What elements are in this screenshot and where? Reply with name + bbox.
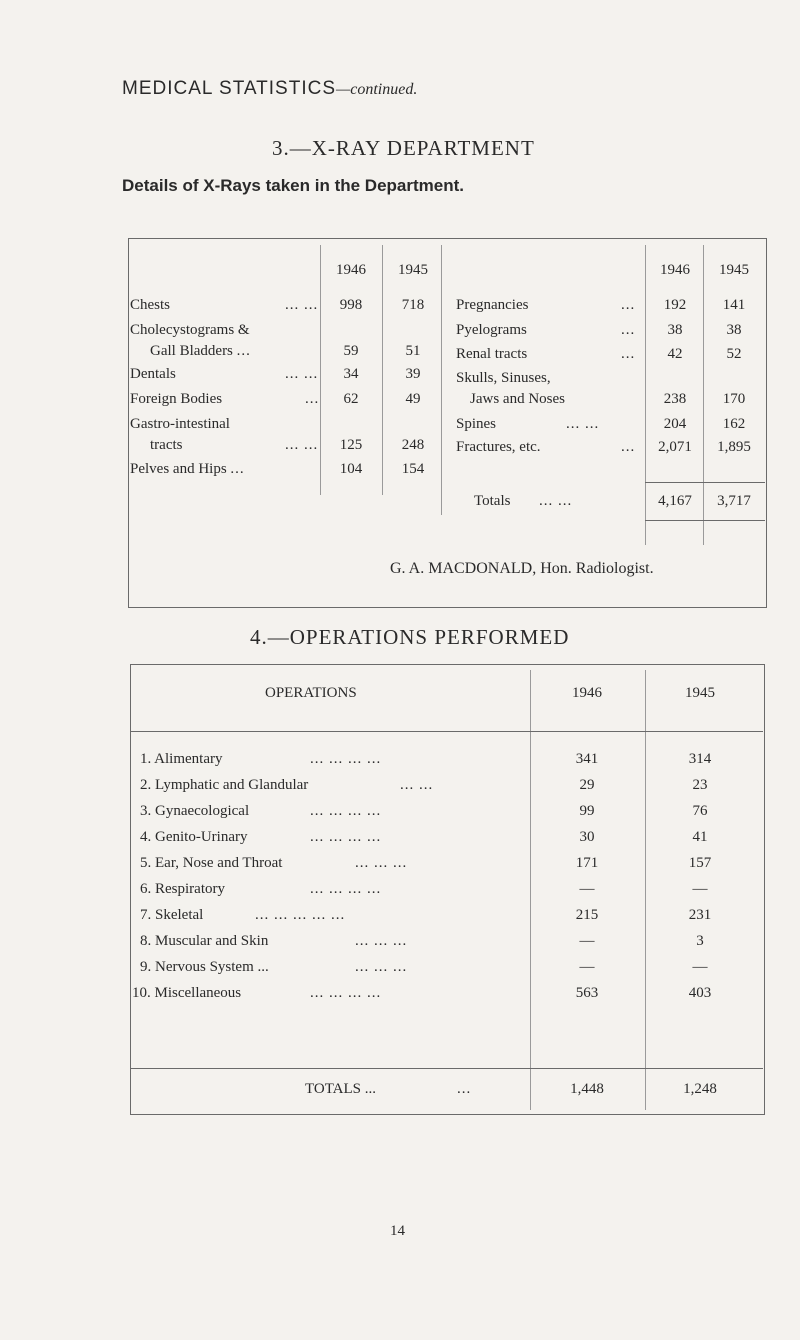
xray-value: 1,895: [717, 439, 751, 455]
xray-col-1946-left: 1946: [336, 262, 366, 278]
xray-signature: G. A. MACDONALD, Hon. Radiologist.: [390, 560, 654, 577]
operations-value: —: [579, 933, 595, 949]
operations-col-1945: 1945: [685, 685, 715, 701]
xray-totals-label: Totals ... ...: [474, 493, 573, 509]
operations-value: 30: [579, 829, 595, 845]
table-row: 10. Miscellaneous ... ... ... ...: [132, 985, 382, 1001]
list-item: Pyelograms ...: [456, 322, 636, 338]
operations-total-1945: 1,248: [683, 1081, 717, 1097]
xray-value: 51: [405, 343, 421, 359]
list-item: Pelves and Hips ...: [130, 461, 245, 477]
page-header: [122, 78, 417, 100]
operations-value: 215: [575, 907, 599, 923]
operations-value: —: [692, 959, 708, 975]
xray-value: 59: [343, 343, 359, 359]
xray-value: 141: [722, 297, 746, 313]
table-row: 9. Nervous System ... ... ... ...: [140, 959, 408, 975]
table-row: 7. Skeletal ... ... ... ... ...: [140, 907, 346, 923]
table-row: 1. Alimentary ... ... ... ...: [140, 751, 382, 767]
operations-value: 341: [575, 751, 599, 767]
operations-value: —: [692, 881, 708, 897]
table-row: 6. Respiratory ... ... ... ...: [140, 881, 382, 897]
xray-value: 162: [722, 416, 746, 432]
xray-value: 52: [726, 346, 742, 362]
operations-total-1946: 1,448: [570, 1081, 604, 1097]
operations-value: 3: [696, 933, 704, 949]
xray-value: 718: [401, 297, 425, 313]
list-item: Cholecystograms &: [130, 322, 250, 338]
table-row: 8. Muscular and Skin ... ... ...: [140, 933, 408, 949]
list-item: Fractures, etc. ...: [456, 439, 636, 455]
list-item: Chests ... ...: [130, 297, 319, 313]
list-item: Renal tracts ...: [456, 346, 636, 362]
operations-value: 171: [575, 855, 599, 871]
list-item: Jaws and Noses: [470, 391, 565, 407]
list-item: Foreign Bodies ...: [130, 391, 320, 407]
operations-value: 23: [692, 777, 708, 793]
operations-totals-label: TOTALS ... ...: [305, 1081, 472, 1097]
xray-value: 38: [726, 322, 742, 338]
xray-value: 248: [401, 437, 425, 453]
xray-value: 2,071: [658, 439, 692, 455]
operations-value: 231: [688, 907, 712, 923]
operations-value: —: [579, 959, 595, 975]
operations-value: 403: [688, 985, 712, 1001]
operations-col-label: OPERATIONS: [265, 685, 357, 701]
xray-value: 104: [339, 461, 363, 477]
xray-total-1946: 4,167: [658, 493, 692, 509]
xray-value: 125: [339, 437, 363, 453]
header-title: MEDICAL STATISTICS: [122, 78, 337, 99]
operations-section-title: 4.—OPERATIONS PERFORMED: [250, 625, 570, 649]
operations-value: 76: [692, 803, 708, 819]
xray-value: 238: [663, 391, 687, 407]
xray-col-1945-left: 1945: [398, 262, 428, 278]
xray-total-1945: 3,717: [717, 493, 751, 509]
operations-col-1946: 1946: [572, 685, 602, 701]
xray-section-title: 3.—X-RAY DEPARTMENT: [272, 136, 535, 160]
xray-value: 39: [405, 366, 421, 382]
operations-value: —: [579, 881, 595, 897]
list-item: Gastro-intestinal: [130, 416, 230, 432]
xray-value: 62: [343, 391, 359, 407]
header-continued: —continued.: [336, 81, 418, 98]
operations-value: 314: [688, 751, 712, 767]
xray-value: 170: [722, 391, 746, 407]
xray-value: 42: [667, 346, 683, 362]
xray-value: 49: [405, 391, 421, 407]
xray-value: 204: [663, 416, 687, 432]
xray-col-1946-right: 1946: [660, 262, 690, 278]
list-item: Pregnancies ...: [456, 297, 636, 313]
operations-value: 41: [692, 829, 708, 845]
xray-value: 192: [663, 297, 687, 313]
list-item: Dentals ... ...: [130, 366, 319, 382]
table-row: 3. Gynaecological ... ... ... ...: [140, 803, 382, 819]
operations-value: 157: [688, 855, 712, 871]
table-row: 4. Genito-Urinary ... ... ... ...: [140, 829, 382, 845]
table-row: 2. Lymphatic and Glandular ... ...: [140, 777, 434, 793]
xray-value: 154: [401, 461, 425, 477]
operations-value: 99: [579, 803, 595, 819]
list-item: tracts ... ...: [150, 437, 319, 453]
operations-value: 563: [575, 985, 599, 1001]
xray-value: 998: [339, 297, 363, 313]
table-row: 5. Ear, Nose and Throat ... ... ...: [140, 855, 408, 871]
xray-subtitle: Details of X-Rays taken in the Department.: [122, 176, 464, 195]
page-number: 14: [390, 1223, 405, 1239]
xray-value: 34: [343, 366, 359, 382]
list-item: Skulls, Sinuses,: [456, 370, 551, 386]
xray-value: 38: [667, 322, 683, 338]
list-item: Spines ... ...: [456, 416, 600, 432]
list-item: Gall Bladders ...: [150, 343, 251, 359]
xray-col-1945-right: 1945: [719, 262, 749, 278]
operations-value: 29: [579, 777, 595, 793]
